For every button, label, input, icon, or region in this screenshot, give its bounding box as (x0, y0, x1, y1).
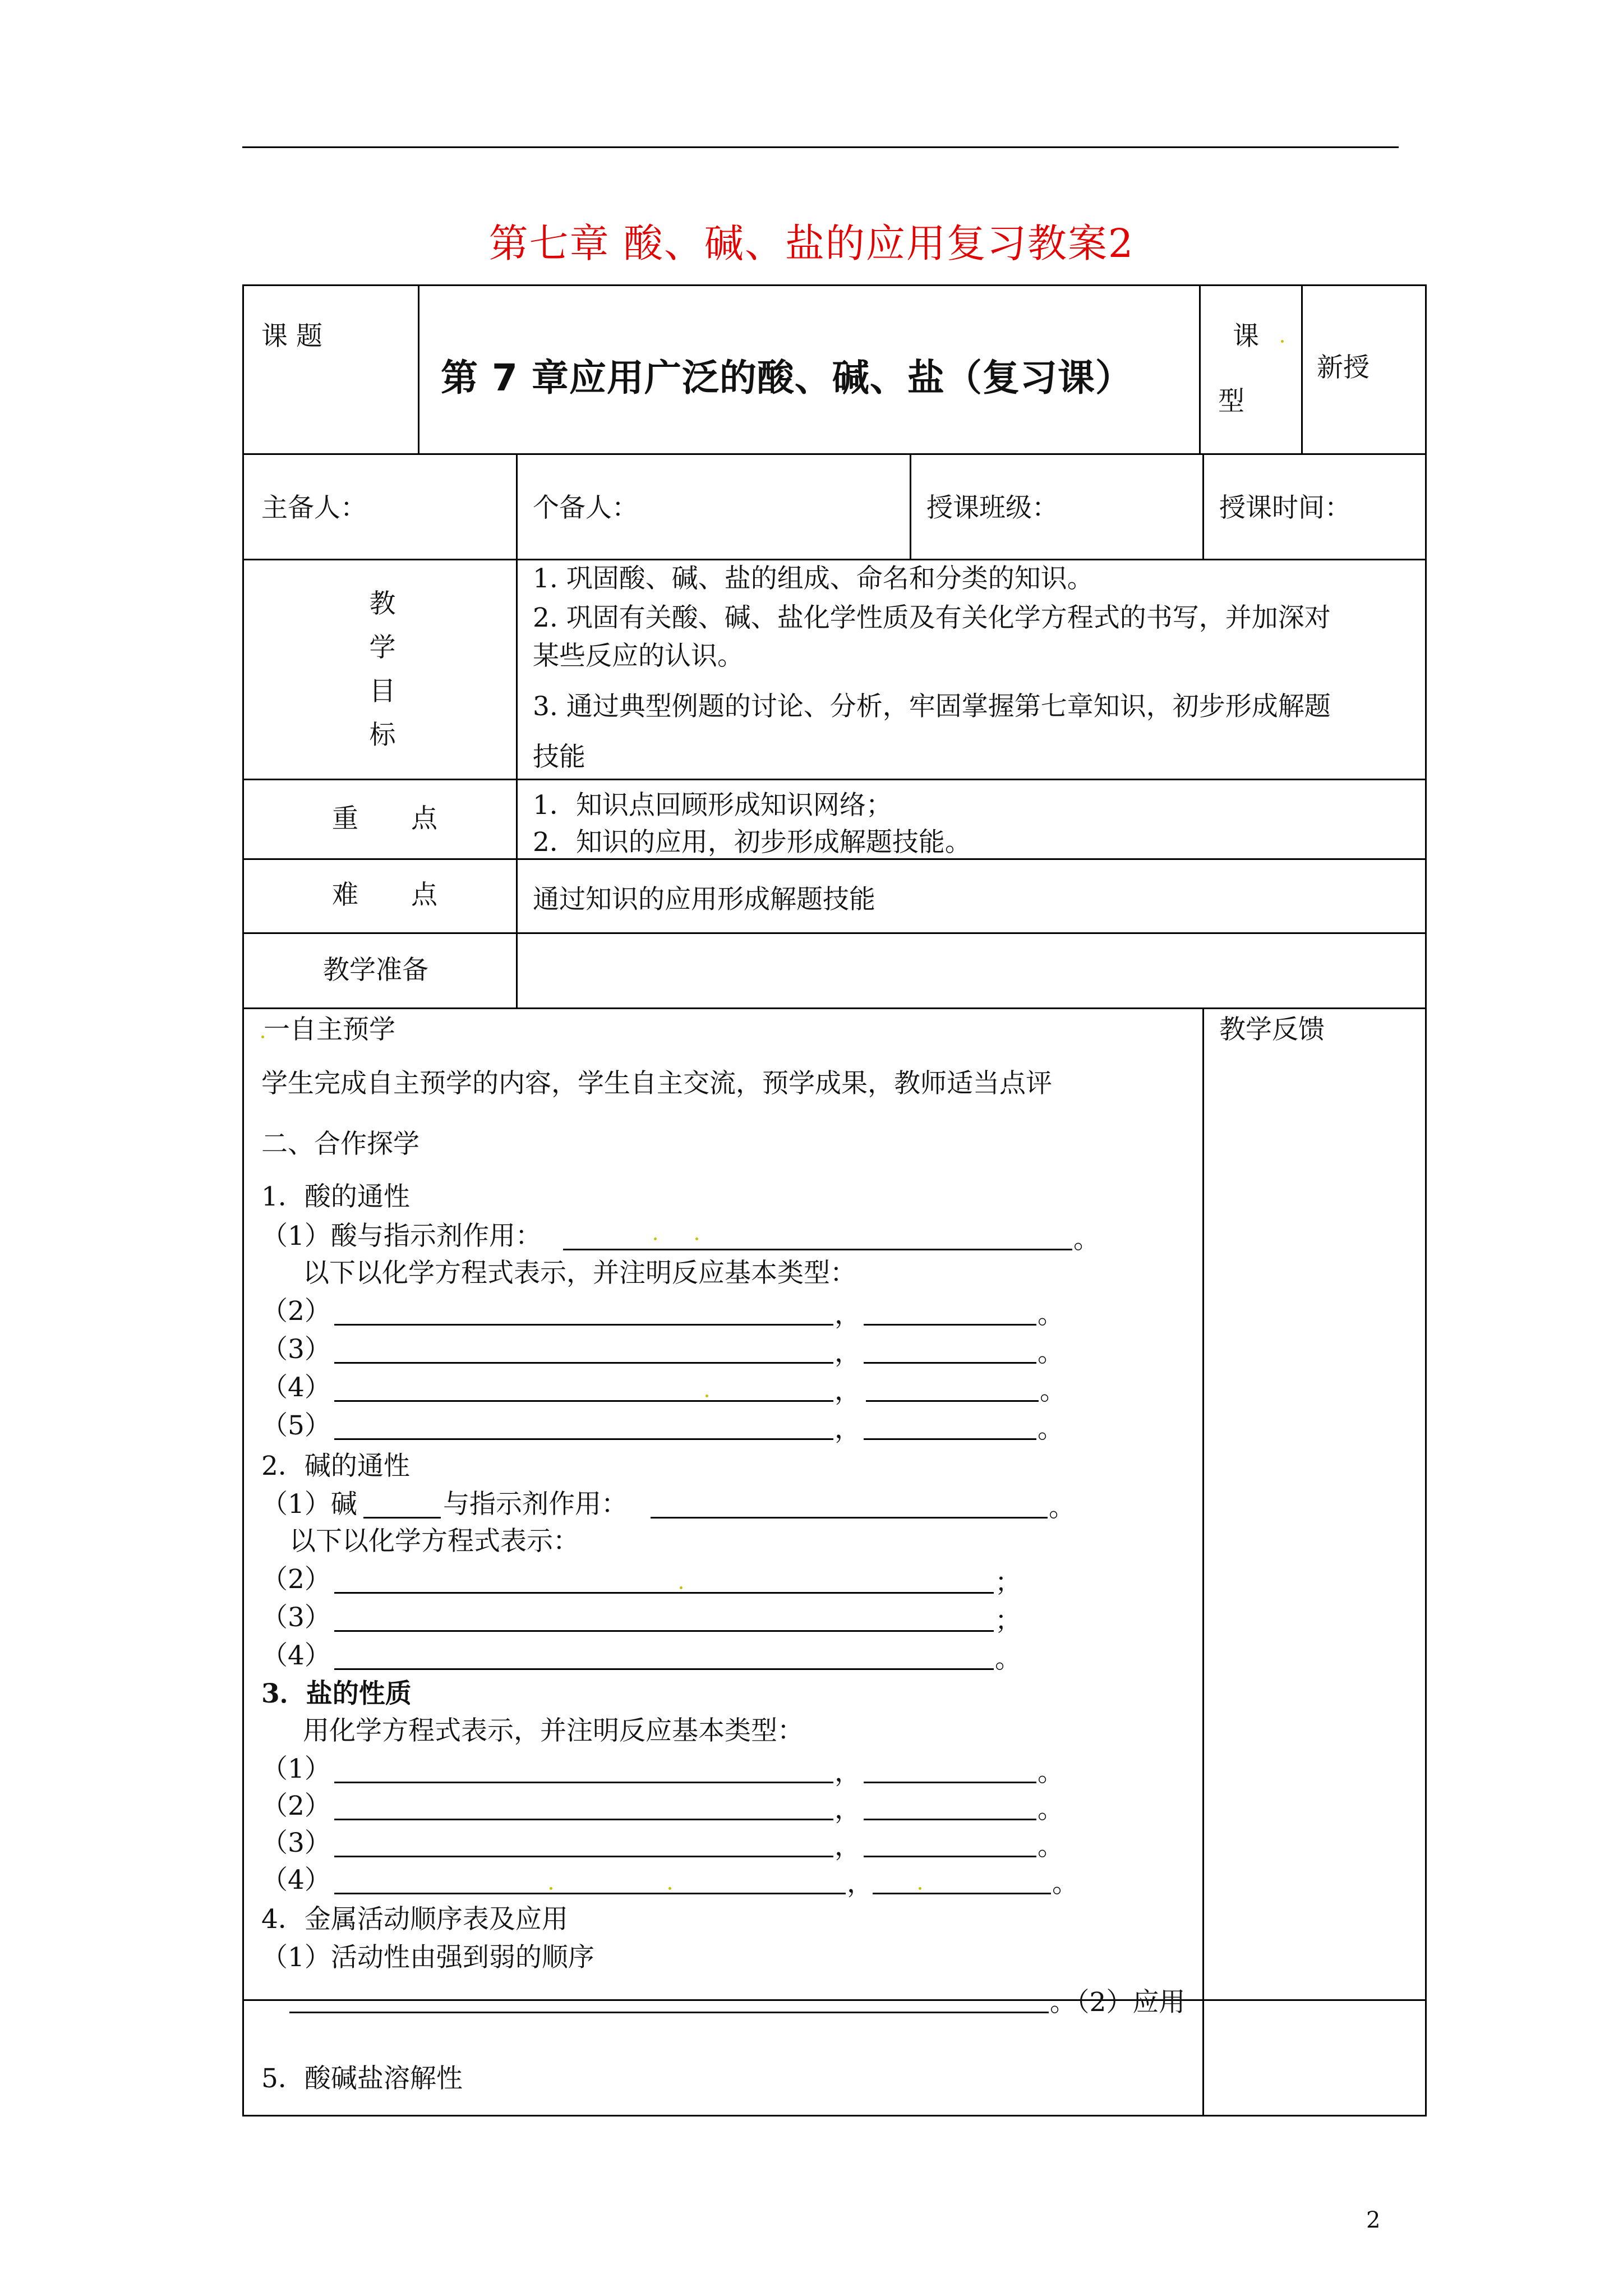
equation-blank[interactable] (334, 1819, 833, 1820)
col-divider (1202, 453, 1204, 559)
base-item-1b: 与指示剂作用： (443, 1489, 628, 1520)
key-point-item: 2．知识的应用，初步形成解题技能。 (533, 827, 971, 858)
acid-item-1: （1）酸与指示剂作用： (261, 1221, 542, 1251)
comma: ， (834, 1757, 861, 1788)
base-item-2: （2） (261, 1564, 331, 1595)
time-label: 授课时间： (1219, 493, 1351, 523)
lesson-type-label-2: 型 (1218, 386, 1244, 417)
page-number: 2 (1366, 2207, 1381, 2233)
period: 。 (1038, 1414, 1064, 1444)
salt-title: 3．盐的性质 (261, 1678, 412, 1709)
salt-item-2: （2） (261, 1791, 331, 1821)
comma: ， (834, 1299, 861, 1330)
type-blank[interactable] (864, 1438, 1036, 1440)
answer-blank[interactable] (363, 1517, 441, 1519)
speck (706, 1395, 708, 1397)
section-cooperative: 二、合作探学 (261, 1129, 419, 1159)
solubility-title: 5．酸碱盐溶解性 (261, 2063, 463, 2094)
period: 。 (1038, 1299, 1064, 1330)
document-title: 第七章 酸、碱、盐的应用复习教案2 (488, 220, 1135, 266)
speck (919, 1887, 921, 1890)
equation-blank[interactable] (334, 1856, 833, 1857)
comma: ， (834, 1794, 861, 1825)
goal-line: 2. 巩固有关酸、碱、盐化学性质及有关化学方程式的书写，并加深对 (533, 602, 1331, 633)
feedback-label: 教学反馈 (1219, 1014, 1325, 1045)
type-blank[interactable] (864, 1856, 1036, 1857)
col-divider (910, 453, 911, 559)
speck (654, 1237, 657, 1240)
type-blank[interactable] (864, 1362, 1036, 1364)
speck (680, 1586, 683, 1589)
acid-item-5: （5） (261, 1410, 331, 1441)
col-divider (418, 284, 419, 453)
acid-item-2: （2） (261, 1296, 331, 1327)
period: 。 (1038, 1831, 1064, 1862)
row-divider (242, 858, 1427, 860)
individual-preparer-label: 个备人： (533, 493, 638, 523)
acid-item-4: （4） (261, 1372, 331, 1403)
comma: ， (847, 1868, 873, 1899)
table-right-edge (1425, 1997, 1427, 2115)
acid-item-3: （3） (261, 1334, 331, 1365)
main-preparer-label: 主备人： (261, 493, 367, 523)
answer-blank[interactable] (289, 2012, 1049, 2013)
period: 。 (1038, 1794, 1064, 1825)
equation-blank[interactable] (334, 1400, 833, 1402)
type-blank[interactable] (864, 1782, 1036, 1783)
period: 。 (1038, 1337, 1064, 1368)
salt-note: 用化学方程式表示，并注明反应基本类型： (303, 1715, 804, 1746)
base-item-3: （3） (261, 1602, 331, 1633)
goal-line: 技能 (533, 742, 585, 772)
speck (550, 1887, 552, 1890)
equation-blank[interactable] (334, 1324, 833, 1326)
comma: ， (834, 1337, 861, 1368)
table-bottom-edge (242, 2115, 1427, 2116)
equation-blank[interactable] (334, 1782, 833, 1783)
row-divider (242, 559, 1427, 560)
comma: ， (834, 1414, 861, 1444)
col-divider (1199, 284, 1201, 453)
goal-line: 1. 巩固酸、碱、盐的组成、命名和分类的知识。 (533, 563, 1094, 594)
salt-item-1: （1） (261, 1754, 331, 1784)
key-points-label: 重 点 (332, 803, 437, 834)
period: 。 (1049, 1492, 1075, 1523)
metal-item-2: 。（2）应用 (1050, 1987, 1186, 2018)
header-rule (242, 146, 1399, 148)
topic-label: 课 题 (261, 321, 322, 352)
answer-blank[interactable] (651, 1517, 1048, 1519)
answer-blank[interactable] (563, 1249, 1072, 1250)
acid-note: 以下以化学方程式表示，并注明反应基本类型： (303, 1258, 856, 1289)
equation-blank[interactable] (334, 1630, 994, 1632)
period: 。 (1038, 1757, 1064, 1788)
key-point-item: 1．知识点回顾形成知识网络； (533, 790, 892, 821)
goals-label-char: 学 (369, 632, 396, 663)
row-divider (242, 932, 1427, 934)
prep-label: 教学准备 (323, 955, 428, 986)
row-divider (242, 453, 1427, 455)
base-title: 2．碱的通性 (261, 1451, 410, 1481)
col-divider (516, 453, 518, 1007)
equation-blank[interactable] (334, 1438, 833, 1440)
goal-line: 某些反应的认识。 (533, 641, 744, 671)
self-study-text: 学生完成自主预学的内容，学生自主交流，预学成果，教师适当点评 (261, 1068, 1052, 1099)
difficulty-text: 通过知识的应用形成解题技能 (533, 884, 875, 915)
difficulty-label: 难 点 (332, 880, 437, 910)
goal-line: 3. 通过典型例题的讨论、分析，牢固掌握第七章知识，初步形成解题 (533, 691, 1331, 722)
row-divider (242, 779, 1427, 780)
lesson-type-value: 新授 (1317, 352, 1370, 383)
comma: ， (834, 1375, 861, 1406)
type-blank[interactable] (866, 1400, 1039, 1402)
equation-blank[interactable] (334, 1893, 846, 1894)
type-blank[interactable] (864, 1819, 1036, 1820)
col-divider (1202, 1997, 1204, 2115)
metal-item-1: （1）活动性由强到弱的顺序 (261, 1942, 594, 1973)
equation-blank[interactable] (334, 1668, 994, 1670)
table-left-edge (242, 1997, 244, 2115)
goals-label-char: 标 (369, 720, 396, 751)
period: 。 (1052, 1868, 1078, 1899)
row-divider (242, 1007, 1427, 1009)
lesson-subject: 第 7 章应用广泛的酸、碱、盐（复习课） (441, 356, 1133, 399)
section-self-study: 一自主预学 (264, 1014, 395, 1045)
equation-blank[interactable] (334, 1362, 833, 1364)
semicolon: ； (995, 1567, 1021, 1598)
speck (668, 1887, 671, 1890)
period: 。 (1040, 1375, 1066, 1406)
speck (695, 1237, 698, 1240)
goals-label-char: 目 (369, 676, 396, 707)
speck (1281, 340, 1284, 343)
acid-title: 1．酸的通性 (261, 1181, 410, 1212)
goals-label-char: 教 (369, 588, 396, 619)
lesson-type-label-1: 课 (1233, 321, 1259, 352)
base-note: 以下以化学方程式表示： (289, 1526, 579, 1557)
type-blank[interactable] (873, 1893, 1051, 1894)
col-divider (1202, 1007, 1204, 2001)
col-divider (1301, 284, 1303, 453)
class-label: 授课班级： (926, 493, 1058, 523)
type-blank[interactable] (864, 1324, 1036, 1326)
metal-title: 4．金属活动顺序表及应用 (261, 1904, 568, 1935)
period: 。 (1073, 1224, 1100, 1255)
semicolon: ； (995, 1605, 1021, 1636)
comma: ， (834, 1831, 861, 1862)
salt-item-4: （4） (261, 1865, 331, 1895)
period: 。 (995, 1644, 1021, 1674)
base-item-1a: （1）碱 (261, 1489, 357, 1520)
salt-item-3: （3） (261, 1828, 331, 1858)
base-item-4: （4） (261, 1640, 331, 1671)
equation-blank[interactable] (334, 1592, 994, 1594)
